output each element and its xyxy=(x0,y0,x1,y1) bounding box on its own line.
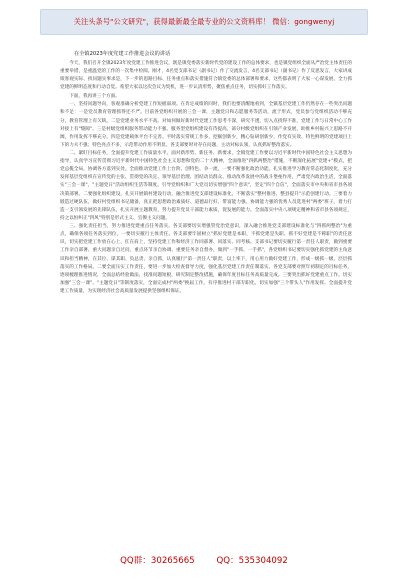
top-banner xyxy=(40,9,368,35)
section3-paragraph: 三、强化责任担当，努力推进党建重点任务落实。各支部要切实增强管党治党意识，深入融合推进党支部建设标准化与"四抓两整治"为重点，确保各项任务落实到位。一要切实履行主体责任。各支部要牢固树立"抓好党建是本职、不抓党建是失职、抓不好党建是不称职"的责任意识，切实把党建工作放在心上、扛在肩上，坚持党建工作和经济工作同部署、同落实、同考核。支部书记要切实履行第一责任人职责，做到重要工作亲自部署、重大问题亲自过问、重点环节亲自协调、重要任务亲自督办，做到"一手抓、一手抓"，各党组织书记要切实强化抓党建的主角意识和担当精神，在其位、谋其职、负总责，亲自抓，认真履行"第一责任人"职责，以上率下，用心用力做好党建工作，形成一级抓一级、层层抓落实的工作格局。二要全面压实工作责任，要进一步加大检查督导力度，强化基层党建工作责任制落实。各党支部要对照年初制定的目标任务，逐项梳理推进情况，全面总结经验做法，找准问题短板，研究制定整改措施，确保年度目标任务高质量完成。三要突出抓好党建重点工作。切实加强"三会一课"、"主题党日"等制度落实，全面完成村"两委"换届工作，有序推进村干部专职化。切实加强"三个带头人"作用发挥。全面提升党建工作质量，为实现经济社会高质量发展提供坚强组织保证。 xyxy=(60,224,352,294)
document-body xyxy=(60,50,352,296)
paragraph: 今天，我们召开全镇2023年度党建工作推进会议，既是镇党委落实新时代党的建设工作的总体要求，也是镇党组织全面从严治党主体责任的重要举措，是重温党的工作的一次集中检阅。刚才，4名党支部书记（副书记）作了交流发言，4名支部书记（副书记）作了反思发言，大家讲成绩客观实际、找问题实事求是，下一步的思路目标、任务重点和落实措施符合镇党委的总体部署和要求，这些都表明了大家一心谋发展、全力抓党建的鲜明态度和行动自觉。希望大家以这次会议为契机，进一步认清形势，聚焦重点任务，切实抓好工作落实。 xyxy=(60,61,352,91)
document-title: 在全镇2023年度党建工作推进会议的讲话 xyxy=(74,51,171,57)
footer-contact: QQ群：30265665 QQ：535304092 xyxy=(120,556,288,566)
section1-paragraph: 一、坚持问题导向，客观准确分析党建工作短板弱项。在肯定成绩的同时，我们也要清醒地看到，全镇基层党建工作仍然存在一些突出问题和不足：一是党员教育管理抓得还不严。目前各党组织开展的三会一课、主题党日和志愿服务等活动，流于形式，党员参与党组织活动不够充分，教育管理上有欠缺。二是党建业务水平不高。对如何做好新时代党建工作思考不深，研究不透，切入点找得不准，党建工作与日常中心工作对接上有"缝隙"。三是村级党组织服务带动能力不强。服务型党组织建设有待提高，部分村级党组织在引领产业发展，助推乡村振兴上思路不开阔，作用发挥不够充分。四是党建载体平台不完善。平时落实常规工作多，挖掘创新少，精心钻研创新少，作党有实效、特色鲜明的党建项目上下的力夫不强；特色亮点不多，示范带动作用不明显。各支部要时对存在问题，主动对标认领，认真抓好整改落实。 xyxy=(60,102,352,148)
section2-paragraph: 二、紧盯目标任务，全面提升党建工作质量水平。面对新形势、新任务、新要求，全镇党建工作要以习近平新时代中国特色社会主义思想为指导，认真学习宣传贯彻习近平新时代中国特色社会主义思想和党的二十大精神，全面推进"四抓两整治"措施，不断深化拓展"党建+"模式，把党总揽全局、协调各方落到实处。全面推动党建工作上台阶、创特色、争一流，一要不断强化政治功能。扎实推进学习教育常态化制度化，充分发挥基层党组织在宣传党的主张、贯彻党的决定、领导基层治理、团结动员群众、推动改革发展中的战斗堡垒作用，严肃党内政治生活，全面落实"三会一课"、"主题党日"活动组织生活等制度。引导党组织和广大党员切实增强"四个意识"，坚定"四个自信"，全面落实市中央和省市县各项决策部署。二要强化组织建设，扎实开展镇村建设行动，融合推进党支部建设标准化，不断落实"整村推进、整县提升"示范创建行动。三要着力锻造过硬队伍，做好村党组织书记储备，真正把思想政治素质好、道德品行好、带富能力强、协调能力强的优秀人员选进村"两委"班子。着力打造一支引领发展的先锋队伍，扎实开展主题教育，努力提升党员干部能力素质，促发展的能力。全面落实中央八项规定精神和省市县各项规定，持之以恒纠正"四风"特别是形式主义、官僚主义问题。 xyxy=(60,151,352,221)
paragraph: 下面，我再讲三个方面。 xyxy=(69,93,120,99)
banner-text: 关注头条号"公文研究"，获得最新最全最专业的公文资料库！ 微信：gongwenyj xyxy=(73,17,335,26)
